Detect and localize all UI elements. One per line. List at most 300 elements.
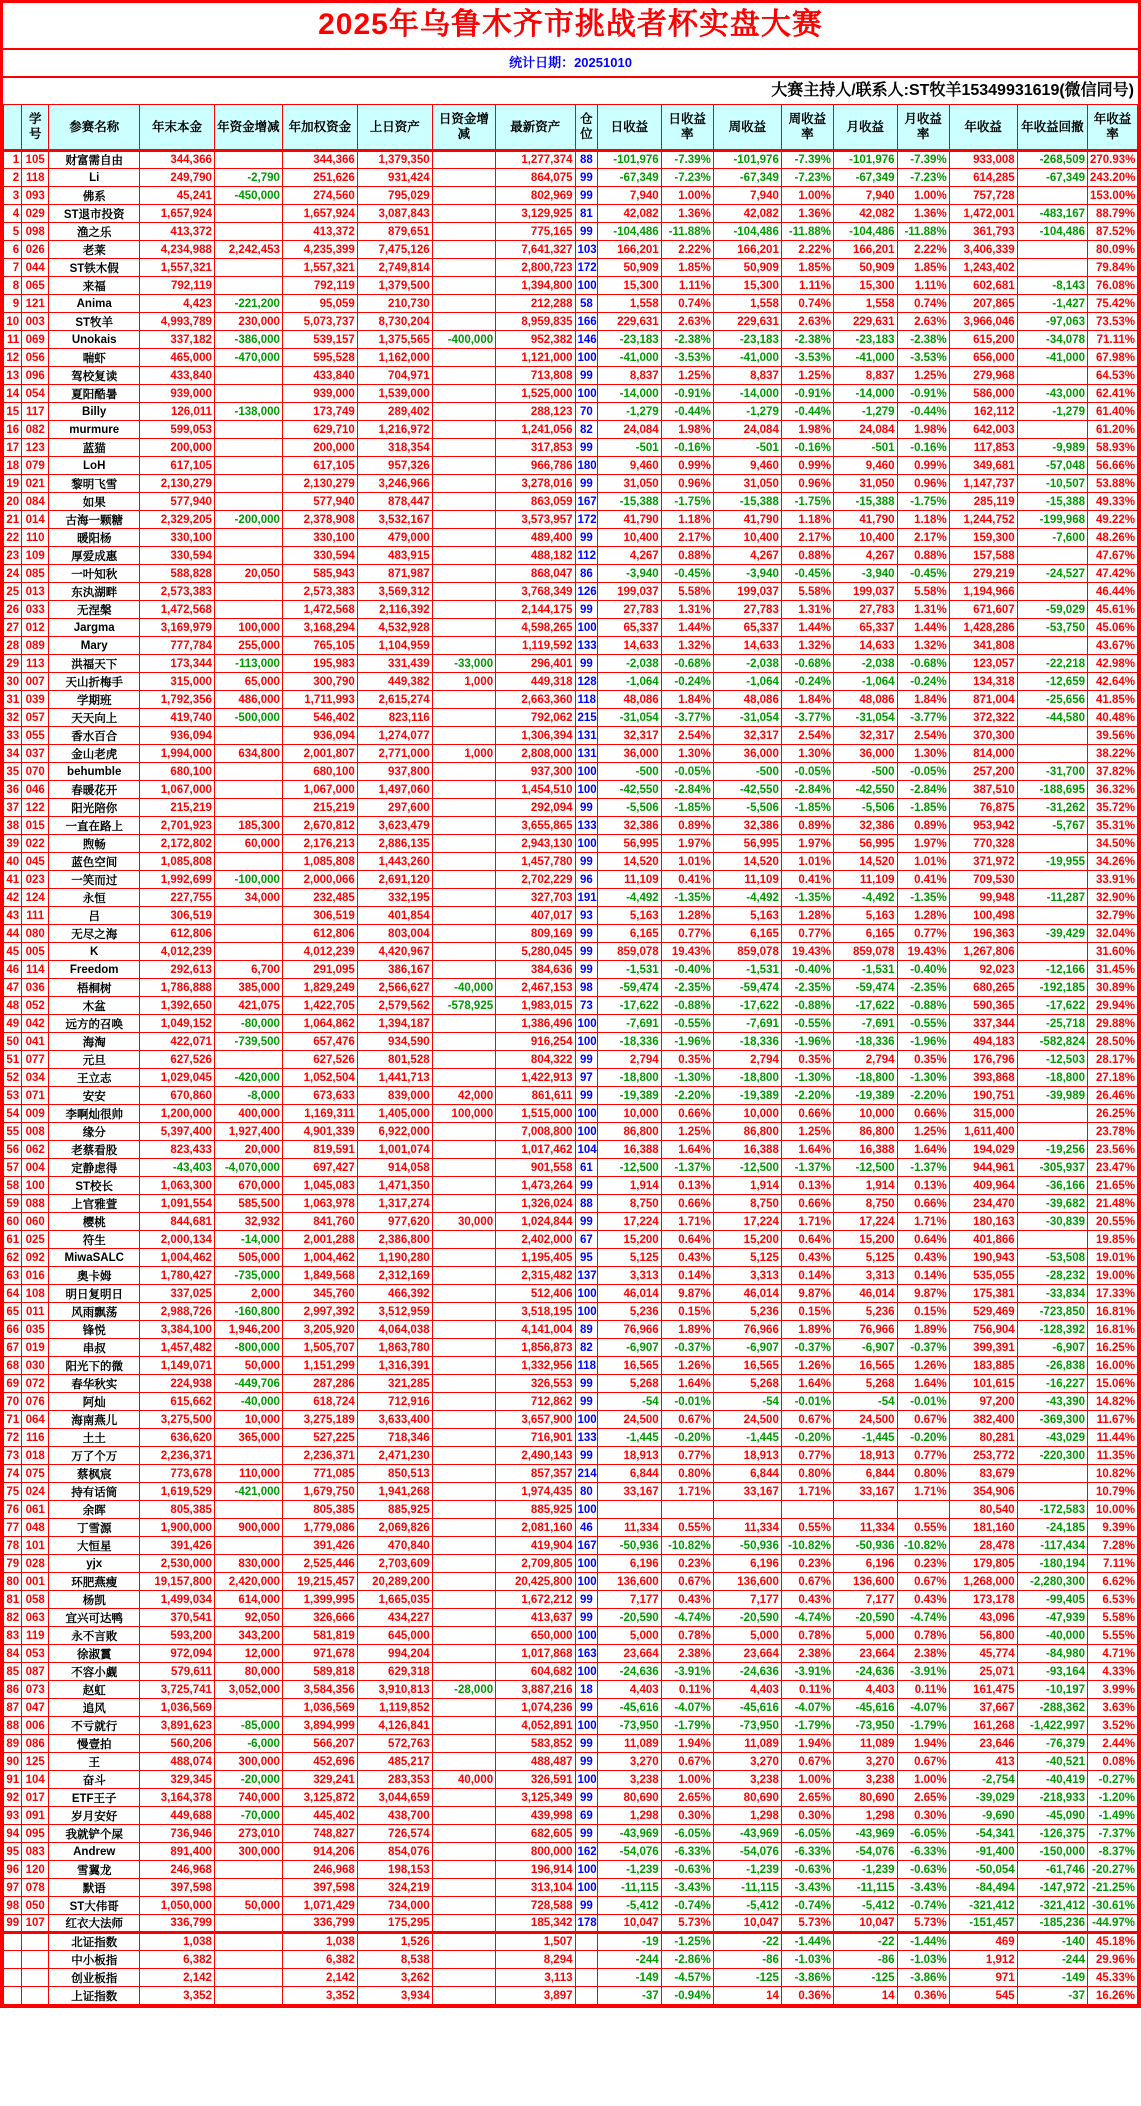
cell: 1.84%: [781, 691, 833, 709]
cell: 336,799: [282, 1915, 357, 1933]
cell: [1017, 1123, 1087, 1141]
cell: [432, 151, 496, 169]
cell: 41: [4, 871, 22, 889]
cell: -54,341: [949, 1825, 1017, 1843]
cell: 1,121,000: [496, 349, 575, 367]
cell: -99,405: [1017, 1591, 1087, 1609]
cell: 337,344: [949, 1015, 1017, 1033]
cell: 712,862: [496, 1393, 575, 1411]
cell: 080: [22, 925, 49, 943]
cell: 1,316,391: [357, 1357, 432, 1375]
cell: 100,000: [214, 619, 282, 637]
col-header-6: 上日资产: [357, 105, 432, 151]
cell: -42,550: [598, 781, 662, 799]
cell: 32,932: [214, 1213, 282, 1231]
contestant-row: [4, 169, 1138, 187]
cell: -0.45%: [661, 565, 713, 583]
cell: 2,573,383: [282, 583, 357, 601]
cell: -12,500: [834, 1159, 898, 1177]
cell: -31,054: [834, 709, 898, 727]
cell: 329,345: [140, 1771, 215, 1789]
cell: 1.28%: [781, 907, 833, 925]
cell: 100: [22, 1177, 49, 1195]
cell: 1.01%: [661, 853, 713, 871]
cell: -54: [834, 1393, 898, 1411]
cell: 76,966: [713, 1321, 781, 1339]
cell: 5,163: [598, 907, 662, 925]
cell: 1.28%: [661, 907, 713, 925]
contestant-row: [4, 1123, 1138, 1141]
cell: 770,328: [949, 835, 1017, 853]
cell: 31.60%: [1088, 943, 1138, 961]
cell: -305,937: [1017, 1159, 1087, 1177]
cell: 060: [22, 1213, 49, 1231]
cell: 阿灿: [49, 1393, 140, 1411]
cell: Unokais: [49, 331, 140, 349]
cell: [4, 1969, 22, 1987]
cell: 0.43%: [781, 1591, 833, 1609]
cell: -11,115: [713, 1879, 781, 1897]
contestant-row: [4, 655, 1138, 673]
cell: 085: [22, 565, 49, 583]
contestant-row: [4, 1213, 1138, 1231]
cell: 10,000: [598, 1105, 662, 1123]
cell: 1,306,394: [496, 727, 575, 745]
cell: 16,388: [713, 1141, 781, 1159]
cell: [432, 961, 496, 979]
cell: 162: [575, 1843, 598, 1861]
contestant-row: [4, 1717, 1138, 1735]
cell: ST退市投资: [49, 205, 140, 223]
cell: 326,666: [282, 1609, 357, 1627]
cell: 7.28%: [1088, 1537, 1138, 1555]
cell: 19: [4, 475, 22, 493]
cell: 47.42%: [1088, 565, 1138, 583]
cell: 1,499,034: [140, 1591, 215, 1609]
cell: 0.78%: [661, 1627, 713, 1645]
cell: 1,405,000: [357, 1105, 432, 1123]
cell: 1,443,260: [357, 853, 432, 871]
cell: -0.68%: [897, 655, 949, 673]
cell: -2.38%: [781, 331, 833, 349]
cell: 1,024,844: [496, 1213, 575, 1231]
cell: 1,679,750: [282, 1483, 357, 1501]
contestant-row: [4, 601, 1138, 619]
cell: -37: [598, 1987, 662, 2005]
cell: 16.25%: [1088, 1339, 1138, 1357]
cell: 97: [4, 1879, 22, 1897]
cell: 1,457,780: [496, 853, 575, 871]
cell: 24,500: [598, 1411, 662, 1429]
cell: 634,800: [214, 745, 282, 763]
cell: -450,000: [214, 187, 282, 205]
contestant-row: [4, 1303, 1138, 1321]
cell: 65,337: [598, 619, 662, 637]
cell: 45.18%: [1088, 1933, 1138, 1951]
cell: -70,000: [214, 1807, 282, 1825]
cell: 3,352: [282, 1987, 357, 2005]
cell: 14,520: [713, 853, 781, 871]
cell: 871,987: [357, 565, 432, 583]
cell: 65,337: [834, 619, 898, 637]
cell: [214, 799, 282, 817]
cell: 136,600: [834, 1573, 898, 1591]
cell: 101: [22, 1537, 49, 1555]
contestant-row: [4, 727, 1138, 745]
cell: 92: [4, 1789, 22, 1807]
cell: [432, 1267, 496, 1285]
cell: -44,580: [1017, 709, 1087, 727]
cell: -3,940: [834, 565, 898, 583]
cell: 1,497,060: [357, 781, 432, 799]
cell: 035: [22, 1321, 49, 1339]
cell: 086: [22, 1735, 49, 1753]
cell: 10.00%: [1088, 1501, 1138, 1519]
cell: 2,670,812: [282, 817, 357, 835]
cell: -18,336: [713, 1033, 781, 1051]
cell: 1,104,959: [357, 637, 432, 655]
contestant-row: [4, 1249, 1138, 1267]
cell: -80,000: [214, 1015, 282, 1033]
cell: 0.66%: [781, 1195, 833, 1213]
cell: 北证指数: [49, 1933, 140, 1951]
cell: 024: [22, 1483, 49, 1501]
cell: [432, 1375, 496, 1393]
cell: 84: [4, 1645, 22, 1663]
cell: 972,094: [140, 1645, 215, 1663]
cell: 2,116,392: [357, 601, 432, 619]
cell: 105: [22, 151, 49, 169]
cell: -18,800: [713, 1069, 781, 1087]
contestant-row: [4, 889, 1138, 907]
cell: 58.93%: [1088, 439, 1138, 457]
table-header: [4, 105, 1138, 151]
cell: 83,679: [949, 1465, 1017, 1483]
cell: 871,004: [949, 691, 1017, 709]
cell: 469: [949, 1933, 1017, 1951]
cell: -59,474: [598, 979, 662, 997]
col-header-11: 日收益率: [661, 105, 713, 151]
cell: 80.09%: [1088, 241, 1138, 259]
cell: 佛系: [49, 187, 140, 205]
cell: 11,334: [598, 1519, 662, 1537]
cell: 3,532,167: [357, 511, 432, 529]
cell: 46,014: [834, 1285, 898, 1303]
cell: 7,940: [713, 187, 781, 205]
cell: 16: [4, 421, 22, 439]
cell: -12,659: [1017, 673, 1087, 691]
cell: 1,071,429: [282, 1897, 357, 1915]
contestant-row: [4, 313, 1138, 331]
cell: [1017, 727, 1087, 745]
cell: 1,063,300: [140, 1177, 215, 1195]
cell: 45.06%: [1088, 619, 1138, 637]
cell: [214, 925, 282, 943]
cell: -45,616: [713, 1699, 781, 1717]
cell: -0.68%: [661, 655, 713, 673]
cell: 4,234,988: [140, 241, 215, 259]
cell: 682,605: [496, 1825, 575, 1843]
cell: [432, 583, 496, 601]
cell: 292,613: [140, 961, 215, 979]
cell: -54: [598, 1393, 662, 1411]
cell: 8,294: [496, 1951, 575, 1969]
cell: 56.66%: [1088, 457, 1138, 475]
cell: 3,169,979: [140, 619, 215, 637]
cell: [432, 637, 496, 655]
cell: 余晖: [49, 1501, 140, 1519]
cell: 126: [575, 583, 598, 601]
cell: 4,420,967: [357, 943, 432, 961]
cell: 4.71%: [1088, 1645, 1138, 1663]
cell: 0.30%: [661, 1807, 713, 1825]
cell: 4,012,239: [282, 943, 357, 961]
cell: 088: [22, 1195, 49, 1213]
cell: 37,667: [949, 1699, 1017, 1717]
cell: 0.15%: [661, 1303, 713, 1321]
cell: 27.18%: [1088, 1069, 1138, 1087]
cell: -113,000: [214, 655, 282, 673]
cell: [4, 1951, 22, 1969]
contestant-row: [4, 385, 1138, 403]
cell: 14,633: [834, 637, 898, 655]
contestant-row: [4, 1429, 1138, 1447]
cell: -41,000: [598, 349, 662, 367]
contestant-row: [4, 1771, 1138, 1789]
cell: 2,490,143: [496, 1447, 575, 1465]
cell: -47,939: [1017, 1609, 1087, 1627]
cell: 5.55%: [1088, 1627, 1138, 1645]
cell: 1,558: [834, 295, 898, 313]
cell: -5,767: [1017, 817, 1087, 835]
cell: 452,696: [282, 1753, 357, 1771]
cell: 81: [4, 1591, 22, 1609]
cell: 617,105: [140, 457, 215, 475]
cell: 2,329,205: [140, 511, 215, 529]
cell: 23: [4, 547, 22, 565]
cell: 033: [22, 601, 49, 619]
cell: 41,790: [598, 511, 662, 529]
cell: 42.98%: [1088, 655, 1138, 673]
cell: 1.18%: [661, 511, 713, 529]
cell: -140: [1017, 1933, 1087, 1951]
cell: 57: [4, 1159, 22, 1177]
cell: 1,557,321: [140, 259, 215, 277]
stat-date: 统计日期：20251010: [3, 50, 1138, 78]
cell: 2,386,800: [357, 1231, 432, 1249]
cell: 3,384,100: [140, 1321, 215, 1339]
cell: 1,900,000: [140, 1519, 215, 1537]
cell: 1.32%: [661, 637, 713, 655]
cell: 15,300: [598, 277, 662, 295]
cell: 14,633: [713, 637, 781, 655]
cell: -188,695: [1017, 781, 1087, 799]
cell: -31,262: [1017, 799, 1087, 817]
cell: 100: [575, 1285, 598, 1303]
cell: 1,241,056: [496, 421, 575, 439]
cell: 1,049,152: [140, 1015, 215, 1033]
cell: [1017, 187, 1087, 205]
cell: 3,887,216: [496, 1681, 575, 1699]
cell: -67,349: [834, 169, 898, 187]
cell: 077: [22, 1051, 49, 1069]
cell: -50,054: [949, 1861, 1017, 1879]
cell: 56,995: [834, 835, 898, 853]
cell: 5,236: [713, 1303, 781, 1321]
cell: 315,000: [140, 673, 215, 691]
cell: -0.68%: [781, 655, 833, 673]
cell: -1,531: [713, 961, 781, 979]
cell: 默语: [49, 1879, 140, 1897]
cell: 46: [575, 1519, 598, 1537]
cell: 0.96%: [661, 475, 713, 493]
cell: -4,070,000: [214, 1159, 282, 1177]
cell: 6,700: [214, 961, 282, 979]
cell: 109: [22, 547, 49, 565]
cell: 285,119: [949, 493, 1017, 511]
cell: -12,166: [1017, 961, 1087, 979]
cell: 徐淑霣: [49, 1645, 140, 1663]
cell: 6,844: [834, 1465, 898, 1483]
cell: -10.82%: [661, 1537, 713, 1555]
cell: -86: [713, 1951, 781, 1969]
cell: 82: [575, 1339, 598, 1357]
contestant-row: [4, 331, 1138, 349]
cell: 3,623,479: [357, 817, 432, 835]
cell: 3,129,925: [496, 205, 575, 223]
cell: 1,422,913: [496, 1069, 575, 1087]
cell: 329,241: [282, 1771, 357, 1789]
cell: 370,541: [140, 1609, 215, 1627]
cell: 香水百合: [49, 727, 140, 745]
cell: 805,385: [282, 1501, 357, 1519]
cell: 2,402,000: [496, 1231, 575, 1249]
cell: 56,995: [713, 835, 781, 853]
cell: [432, 1573, 496, 1591]
cell: 79.84%: [1088, 259, 1138, 277]
cell: 1,190,280: [357, 1249, 432, 1267]
cell: 73: [575, 997, 598, 1015]
cell: [214, 457, 282, 475]
cell: 131: [575, 727, 598, 745]
cell: -1.85%: [781, 799, 833, 817]
cell: 1.25%: [897, 1123, 949, 1141]
cell: [1017, 259, 1087, 277]
cell: 串叔: [49, 1339, 140, 1357]
cell: 382,400: [949, 1411, 1017, 1429]
cell: 2,701,923: [140, 817, 215, 835]
cell: -582,824: [1017, 1033, 1087, 1051]
cell: 044: [22, 259, 49, 277]
cell: -40,419: [1017, 1771, 1087, 1789]
cell: [214, 943, 282, 961]
cell: -1.79%: [661, 1717, 713, 1735]
cell: 161,268: [949, 1717, 1017, 1735]
cell: 71.11%: [1088, 331, 1138, 349]
cell: 819,591: [282, 1141, 357, 1159]
cell: -1,422,997: [1017, 1717, 1087, 1735]
cell: 65,000: [214, 673, 282, 691]
cell: 1,912: [949, 1951, 1017, 1969]
cell: 46,014: [713, 1285, 781, 1303]
cell: -1.44%: [897, 1933, 949, 1951]
cell: 176,796: [949, 1051, 1017, 1069]
cell: 037: [22, 745, 49, 763]
cell: 5,000: [834, 1627, 898, 1645]
cell: 3,168,294: [282, 619, 357, 637]
cell: [214, 1699, 282, 1717]
cell: 1,779,086: [282, 1519, 357, 1537]
cell: 王: [49, 1753, 140, 1771]
cell: 99: [575, 1789, 598, 1807]
cell: 809,169: [496, 925, 575, 943]
cell: 680,100: [140, 763, 215, 781]
cell: 844,681: [140, 1213, 215, 1231]
cell: 535,055: [949, 1267, 1017, 1285]
cell: 99: [575, 169, 598, 187]
cell: 45: [4, 943, 22, 961]
cell: 7,940: [598, 187, 662, 205]
cell: [1017, 583, 1087, 601]
cell: [432, 691, 496, 709]
contestant-row: [4, 1501, 1138, 1519]
cell: 阳光下的微: [49, 1357, 140, 1375]
cell: 持有话筒: [49, 1483, 140, 1501]
cell: 29: [4, 655, 22, 673]
cell: 27,783: [834, 601, 898, 619]
cell: -1.35%: [781, 889, 833, 907]
cell: 615,662: [140, 1393, 215, 1411]
cell: 23,664: [598, 1645, 662, 1663]
cell: -85,000: [214, 1717, 282, 1735]
cell: 2,997,392: [282, 1303, 357, 1321]
cell: -39,029: [949, 1789, 1017, 1807]
cell: 91: [4, 1771, 22, 1789]
cell: 74: [4, 1465, 22, 1483]
cell: 800,000: [496, 1843, 575, 1861]
cell: 樱桃: [49, 1213, 140, 1231]
cell: -1.03%: [781, 1951, 833, 1969]
cell: 1.31%: [897, 601, 949, 619]
cell: 99: [575, 475, 598, 493]
contestant-row: [4, 1195, 1138, 1213]
cell: 1,332,956: [496, 1357, 575, 1375]
contestant-rows: [4, 151, 1138, 1933]
cell: 1,001,074: [357, 1141, 432, 1159]
cell: 315,000: [949, 1105, 1017, 1123]
cell: 69: [575, 1807, 598, 1825]
cell: -3.77%: [661, 709, 713, 727]
cell: -0.44%: [781, 403, 833, 421]
cell: 944,961: [949, 1159, 1017, 1177]
cell: MiwaSALC: [49, 1249, 140, 1267]
cell: 0.88%: [897, 547, 949, 565]
cell: 449,318: [496, 673, 575, 691]
cell: 529,469: [949, 1303, 1017, 1321]
cell: 0.08%: [1088, 1753, 1138, 1771]
cell: 191: [575, 889, 598, 907]
cell: 0.13%: [897, 1177, 949, 1195]
cell: 215: [575, 709, 598, 727]
cell: 吕: [49, 907, 140, 925]
cell: 23.56%: [1088, 1141, 1138, 1159]
cell: 35.31%: [1088, 817, 1138, 835]
cell: 433,840: [140, 367, 215, 385]
cell: 1,162,000: [357, 349, 432, 367]
cell: 2: [4, 169, 22, 187]
cell: 100: [575, 1501, 598, 1519]
cell: 2,176,213: [282, 835, 357, 853]
